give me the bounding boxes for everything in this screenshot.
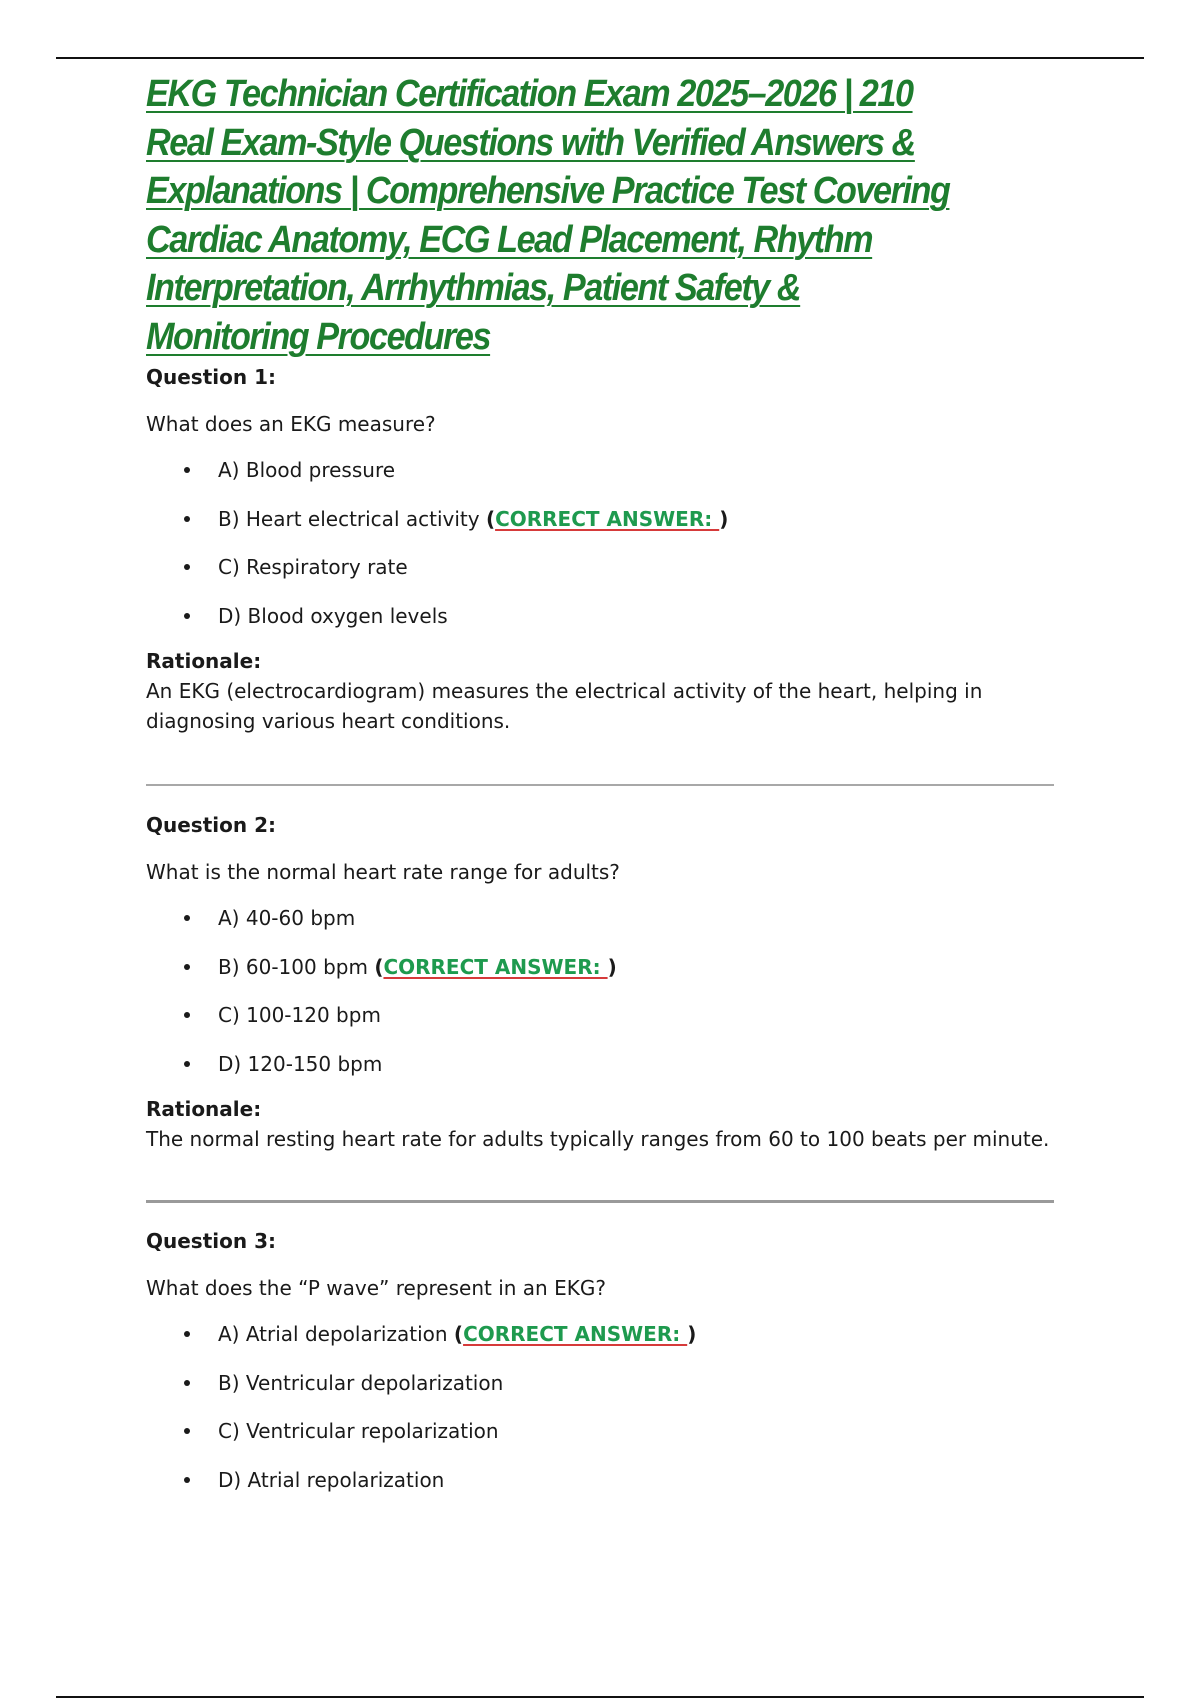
option-c xyxy=(146,1416,1066,1465)
section-divider xyxy=(146,1200,1054,1203)
question-3 xyxy=(146,1226,1066,1513)
option-b xyxy=(146,1368,1066,1417)
answer-options xyxy=(146,1319,1066,1513)
option-c xyxy=(146,552,1066,601)
option-text: D) Atrial repolarization xyxy=(218,1467,445,1492)
question-label: Question 2: xyxy=(146,813,276,837)
question-2 xyxy=(146,810,1066,1154)
option-b xyxy=(146,952,1066,1001)
paren-open: ( xyxy=(374,954,384,979)
page-bottom-rule xyxy=(56,1696,1144,1698)
question-text: What is the normal heart rate range for adults? xyxy=(146,860,620,884)
section-divider xyxy=(146,784,1054,786)
option-b xyxy=(146,504,1066,553)
bullet-icon xyxy=(184,1428,190,1434)
question-text: What does the “P wave” represent in an EKG? xyxy=(146,1276,606,1300)
question-label: Question 3: xyxy=(146,1229,276,1253)
correct-answer-marker: CORRECT ANSWER: xyxy=(495,506,720,531)
option-text: B) Ventricular depolarization xyxy=(218,1370,504,1395)
bullet-icon xyxy=(184,1380,190,1386)
rationale-text: The normal resting heart rate for adults typically ranges from 60 to 100 beats per minute. xyxy=(146,1127,1050,1151)
rationale-label: Rationale: xyxy=(146,1097,262,1121)
rationale-label: Rationale: xyxy=(146,649,262,673)
correct-answer-marker: CORRECT ANSWER: xyxy=(383,954,608,979)
bullet-icon xyxy=(184,1061,190,1067)
option-text: C) 100-120 bpm xyxy=(218,1003,381,1027)
paren-open: ( xyxy=(453,1322,464,1346)
option-text: B) Heart electrical activity xyxy=(218,506,486,531)
option-text: C) Ventricular repolarization xyxy=(218,1419,499,1443)
option-text: D) 120-150 bpm xyxy=(218,1051,383,1076)
paren-close: ) xyxy=(607,954,617,979)
rationale-text: An EKG (electrocardiogram) measures the electrical activity of the heart, helping in diagnosing various heart conditions. xyxy=(146,679,983,733)
option-a xyxy=(146,455,1066,504)
option-d xyxy=(146,1049,1066,1098)
option-c xyxy=(146,1000,1066,1049)
answer-options xyxy=(146,455,1066,649)
question-text: What does an EKG measure? xyxy=(146,412,436,436)
bullet-icon xyxy=(184,516,190,522)
bullet-icon xyxy=(184,1477,190,1483)
page-top-rule xyxy=(56,57,1144,59)
question-1 xyxy=(146,362,1066,736)
document-title: EKG Technician Certification Exam 2025–2026 | 210 Real Exam-Style Questions with Verified Answers & Explanations | Comprehensive Practice Test Covering Cardiac Anatomy, ECG Lead Placement, Rhythm Interpretation, Arrhythmias, Patient Safety & Monitoring Procedures xyxy=(146,73,950,358)
option-text: B) 60-100 bpm xyxy=(218,954,375,979)
option-text: A) 40-60 bpm xyxy=(218,906,356,930)
bullet-icon xyxy=(184,915,190,921)
option-text: A) Atrial depolarization xyxy=(218,1322,454,1346)
option-a xyxy=(146,903,1066,952)
paren-close: ) xyxy=(687,1322,697,1346)
bullet-icon xyxy=(184,467,190,473)
bullet-icon xyxy=(184,564,190,570)
option-d xyxy=(146,1465,1066,1514)
option-d xyxy=(146,601,1066,650)
question-label: Question 1: xyxy=(146,365,276,389)
correct-answer-marker: CORRECT ANSWER: xyxy=(463,1322,688,1346)
bullet-icon xyxy=(184,1331,190,1337)
bullet-icon xyxy=(184,964,190,970)
paren-open: ( xyxy=(485,506,496,531)
option-text: C) Respiratory rate xyxy=(218,555,408,579)
option-text: A) Blood pressure xyxy=(218,458,396,482)
option-a xyxy=(146,1319,1066,1368)
option-text: D) Blood oxygen levels xyxy=(218,603,448,628)
paren-close: ) xyxy=(719,506,729,531)
bullet-icon xyxy=(184,1012,190,1018)
bullet-icon xyxy=(184,613,190,619)
answer-options xyxy=(146,903,1066,1097)
